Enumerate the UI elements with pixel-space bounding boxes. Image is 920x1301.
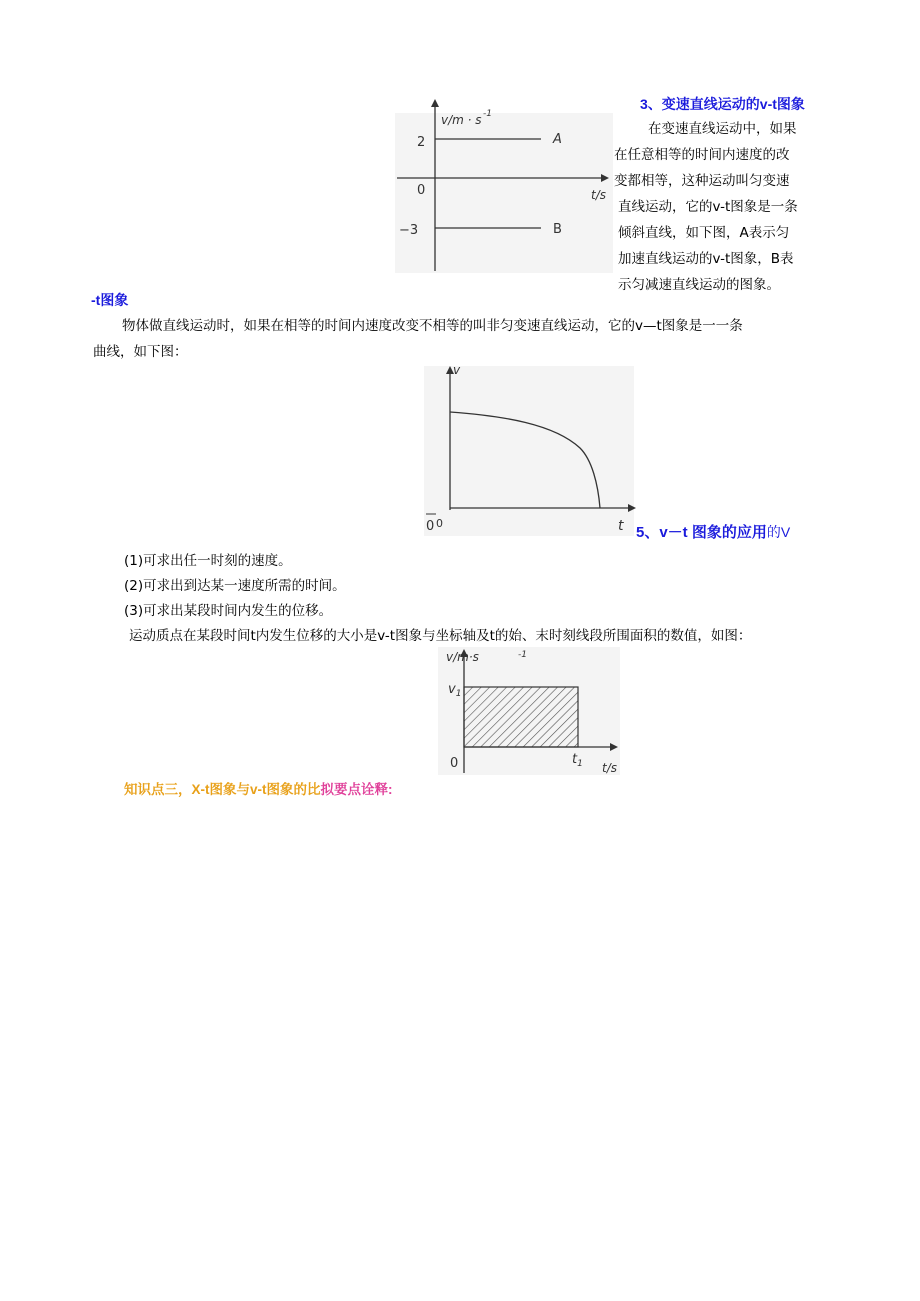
graph1-tick-neg3: −3: [399, 223, 419, 238]
graph3-y-exp: -1: [518, 650, 527, 660]
graph1-tick-2: 2: [417, 135, 426, 150]
graph1-y-label: v/m · s: [441, 113, 482, 127]
graph3-origin: 0: [450, 756, 459, 771]
section3-line: 在任意相等的时间内速度的改: [614, 147, 790, 163]
graph3-t1-sub: 1: [577, 759, 583, 769]
application-item: (3)可求出某段时间内发生的位移。: [124, 603, 333, 619]
section5-suffix: 的V: [766, 524, 791, 540]
graph3-t1-main: t: [572, 752, 578, 767]
section3-line: 加速直线运动的v-t图象，B表: [618, 251, 794, 267]
vt-area-graph: [438, 645, 628, 777]
section3-line: 直线运动，它的v-t图象是一条: [618, 199, 798, 215]
section4-line2: 曲线，如下图：: [93, 344, 188, 360]
graph1-background: [395, 113, 613, 273]
graph3-area: [464, 687, 578, 747]
section5-heading: [636, 521, 790, 542]
graph2-y-label: v: [453, 363, 461, 377]
graph1-x-label: t/s: [591, 188, 606, 202]
vt-curve-graph: [424, 362, 640, 542]
section3-line: 在变速直线运动中，如果: [648, 121, 797, 137]
graph3-x-label: t/s: [602, 761, 617, 775]
vt-constant-graph: [395, 95, 615, 275]
graph2-origin: 0: [426, 519, 435, 534]
graph1-y-exp: -1: [483, 109, 492, 119]
knowledge3-pink: 拟要点诠释:: [320, 782, 393, 797]
section3-line: 倾斜直线，如下图，A表示匀: [618, 225, 790, 241]
graph2-origin-small: 0: [436, 517, 443, 530]
application-item: (1)可求出任一时刻的速度。: [124, 553, 292, 569]
graph3-v1-sub: 1: [455, 689, 462, 699]
graph3-y-label: v/m·s: [446, 650, 479, 664]
section3-line: 变都相等，这种运动叫匀变速: [614, 173, 790, 189]
knowledge3-orange: 知识点三，X-t图象与v-t图象的比: [124, 782, 321, 797]
graph1-origin: 0: [417, 183, 426, 198]
graph2-x-label: t: [618, 518, 624, 534]
section3-title: 3、变速直线运动的v-t图象: [640, 96, 805, 112]
graph2-background: [424, 366, 634, 536]
graph1-y-arrow: [431, 99, 439, 107]
section3-paragraph: [614, 116, 826, 298]
section4-line1: 物体做直线运动时，如果在相等的时间内速度改变不相等的叫非匀变速直线运动，它的v—t图象是一一条: [122, 318, 743, 334]
graph3-v1-main: v: [448, 682, 456, 697]
graph1-label-a: A: [553, 132, 562, 147]
section4-title: -t图象: [91, 292, 129, 308]
knowledge3-heading: [124, 778, 393, 798]
displacement-text: 运动质点在某段时间t内发生位移的大小是v-t图象与坐标轴及t的始、末时刻线段所围面积的数值，如图：: [129, 628, 752, 644]
section5-title: 5、v－t 图象的应用: [636, 524, 767, 541]
application-item: (2)可求出到达某一速度所需的时间。: [124, 578, 346, 594]
graph1-label-b: B: [553, 222, 562, 237]
section3-line: 示匀减速直线运动的图象。: [618, 277, 780, 293]
